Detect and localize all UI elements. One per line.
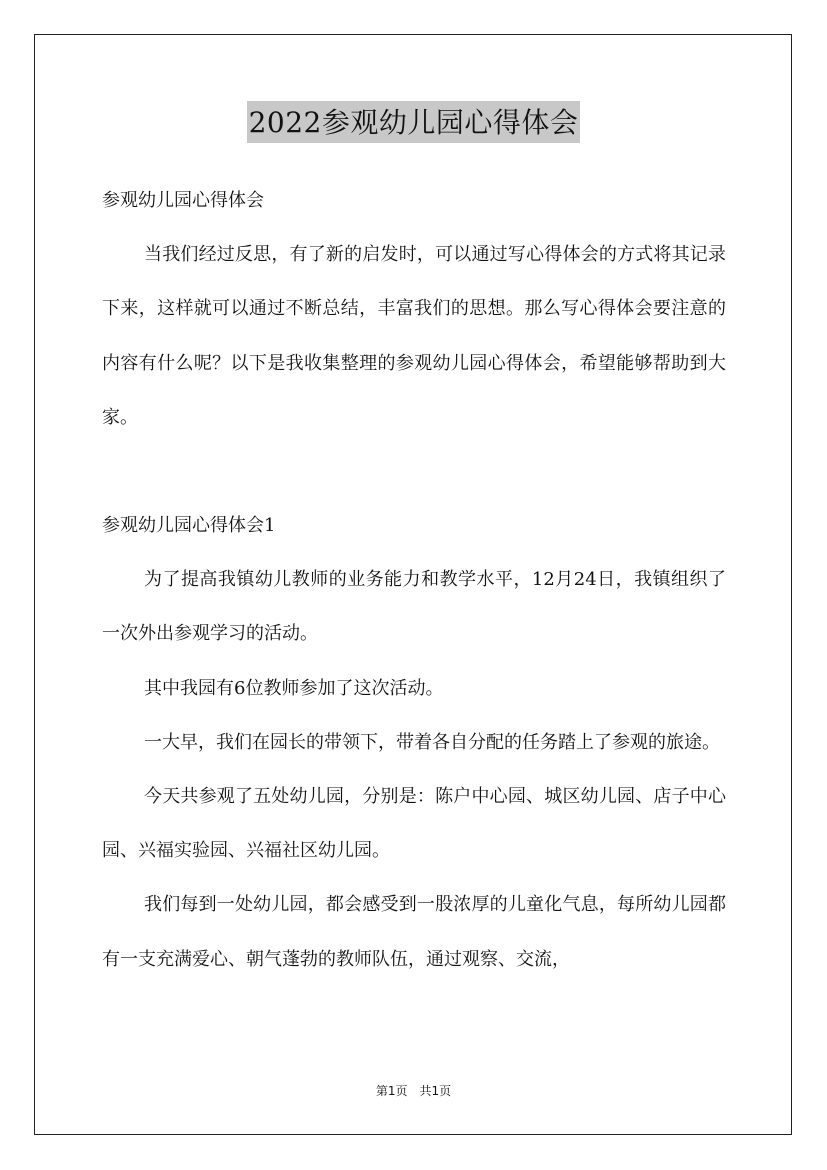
body-paragraph: 为了提高我镇幼儿教师的业务能力和教学水平，12月24日，我镇组织了一次外出参观学习的活动。 (102, 569, 726, 645)
document-title: 2022参观幼儿园心得体会 (247, 101, 581, 143)
body-paragraph: 我们每到一处幼儿园，都会感受到一股浓厚的儿童化气息，每所幼儿园都有一支充满爱心、朝气蓬勃的教师队伍，通过观察、交流， (102, 894, 726, 970)
body-paragraph: 其中我园有6位教师参加了这次活动。 (144, 677, 444, 699)
section-heading: 参观幼儿园心得体会1 (102, 515, 276, 537)
paragraph-gap (102, 445, 726, 499)
intro-paragraph: 当我们经过反思，有了新的启发时，可以通过写心得体会的方式将其记录下来，这样就可以通过不断总结，丰富我们的思想。那么写心得体会要注意的内容有什么呢？以下是我收集整理的参观幼儿园心得体会，希望能够帮助到大家。 (102, 244, 726, 428)
document-title-wrapper (0, 101, 827, 143)
page-number: 第1页 共1页 (375, 1084, 452, 1098)
body-paragraph: 今天共参观了五处幼儿园，分别是：陈户中心园、城区幼儿园、店子中心园、兴福实验园、兴福社区幼儿园。 (102, 786, 726, 862)
document-subtitle: 参观幼儿园心得体会 (102, 190, 264, 211)
document-body (102, 174, 726, 987)
body-paragraph: 一大早，我们在园长的带领下，带着各自分配的任务踏上了参观的旅途。 (144, 731, 720, 753)
